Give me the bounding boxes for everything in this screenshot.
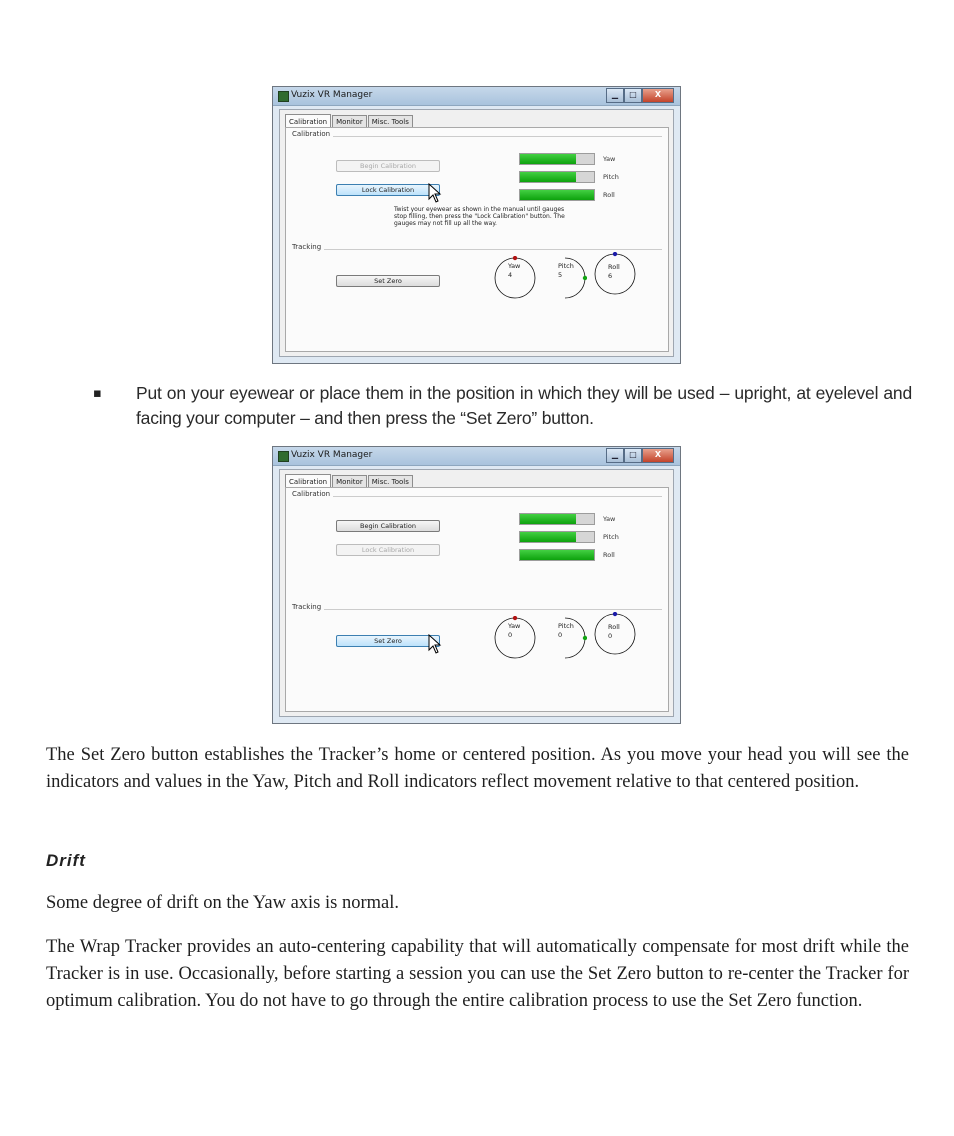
pitch-gauge-label: Pitch (603, 173, 619, 181)
window-client (279, 469, 674, 717)
tab-calibration[interactable]: Calibration (285, 114, 331, 128)
tab-misc-tools[interactable]: Misc. Tools (368, 115, 413, 128)
minimize-button[interactable]: ▁ (606, 448, 624, 463)
roll-dial (593, 612, 637, 656)
drift-paragraph-2: The Wrap Tracker provides an auto-centering capability that will automatically compensate for most drift while the Tracker is in use. Occasionally, before starting a session you can use the Set Zero button to re-center the Tracker for optimum calibration. You do not have to go through the entire calibration process to use the Set Zero function. (46, 937, 909, 1011)
pitch-gauge (519, 531, 595, 543)
roll-dial-label: Roll (608, 263, 620, 271)
lock-calibration-button[interactable]: Lock Calibration (336, 184, 440, 196)
yaw-gauge-fill (520, 514, 576, 524)
set-zero-button[interactable]: Set Zero (336, 275, 440, 287)
app-icon (278, 451, 289, 462)
tracking-group-label: Tracking (292, 603, 324, 611)
yaw-dial-label: Yaw (508, 262, 521, 270)
pitch-dial-value: 0 (558, 631, 563, 639)
roll-gauge-label: Roll (603, 551, 615, 559)
pitch-dial-label: Pitch (558, 622, 574, 630)
close-button[interactable]: X (642, 448, 674, 463)
begin-calibration-button[interactable]: Begin Calibration (336, 160, 440, 172)
drift-paragraph-1: Some degree of drift on the Yaw axis is normal. (46, 893, 399, 913)
yaw-dial-value: 4 (508, 271, 513, 279)
begin-calibration-button[interactable]: Begin Calibration (336, 520, 440, 532)
tracking-group-label: Tracking (292, 243, 324, 251)
pitch-dial-value: 5 (558, 271, 563, 279)
yaw-gauge-label: Yaw (603, 155, 616, 163)
close-button[interactable]: X (642, 88, 674, 103)
roll-dial (593, 252, 637, 296)
roll-dial-value: 0 (608, 632, 613, 640)
pitch-gauge (519, 171, 595, 183)
calibration-instructions: Twist your eyewear as shown in the manual until gauges stop filling, then press the "Lock Calibration" button. The gauges may not fill up all the way. (394, 206, 565, 227)
roll-gauge-label: Roll (603, 191, 615, 199)
tab-misc-tools[interactable]: Misc. Tools (368, 475, 413, 488)
roll-gauge (519, 189, 595, 201)
yaw-dial-label: Yaw (508, 622, 521, 630)
roll-gauge-fill (520, 190, 594, 200)
app-icon (278, 91, 289, 102)
bullet-marker: ▪ (93, 386, 102, 401)
calibration-group-label: Calibration (292, 490, 333, 498)
yaw-gauge (519, 153, 595, 165)
yaw-gauge-label: Yaw (603, 515, 616, 523)
screenshot-calibration-lock (272, 86, 681, 364)
set-zero-paragraph: The Set Zero button establishes the Tracker’s home or centered position. As you move your head you will see the indicators and values in the Yaw, Pitch and Roll indicators reflect movement relative to that centered position. (46, 745, 909, 792)
tab-monitor[interactable]: Monitor (332, 475, 367, 488)
yaw-dial-value: 0 (508, 631, 513, 639)
maximize-button[interactable]: □ (624, 448, 642, 463)
mouse-pointer-icon (428, 634, 442, 654)
mouse-pointer-icon (428, 183, 442, 203)
title-bar (273, 87, 680, 106)
roll-dial-label: Roll (608, 623, 620, 631)
calibration-group-label: Calibration (292, 130, 333, 138)
pitch-gauge-label: Pitch (603, 533, 619, 541)
tab-panel (285, 487, 669, 712)
tab-monitor[interactable]: Monitor (332, 115, 367, 128)
minimize-button[interactable]: ▁ (606, 88, 624, 103)
roll-gauge (519, 549, 595, 561)
bullet-instruction: Put on your eyewear or place them in the position in which they will be used – upright, at eyelevel and facing your computer – and then press the “Set Zero” button. (136, 383, 912, 428)
tab-calibration[interactable]: Calibration (285, 474, 331, 488)
pitch-dial-label: Pitch (558, 262, 574, 270)
yaw-gauge-fill (520, 154, 576, 164)
maximize-button[interactable]: □ (624, 88, 642, 103)
roll-gauge-fill (520, 550, 594, 560)
pitch-gauge-fill (520, 532, 576, 542)
window-title: Vuzix VR Manager (291, 450, 373, 460)
window-client (279, 109, 674, 357)
yaw-gauge (519, 513, 595, 525)
screenshot-set-zero (272, 446, 681, 724)
drift-heading: Drift (46, 851, 86, 870)
roll-dial-value: 6 (608, 272, 613, 280)
pitch-gauge-fill (520, 172, 576, 182)
lock-calibration-button[interactable]: Lock Calibration (336, 544, 440, 556)
tab-panel (285, 127, 669, 352)
set-zero-button[interactable]: Set Zero (336, 635, 440, 647)
window-title: Vuzix VR Manager (291, 90, 373, 100)
title-bar (273, 447, 680, 466)
